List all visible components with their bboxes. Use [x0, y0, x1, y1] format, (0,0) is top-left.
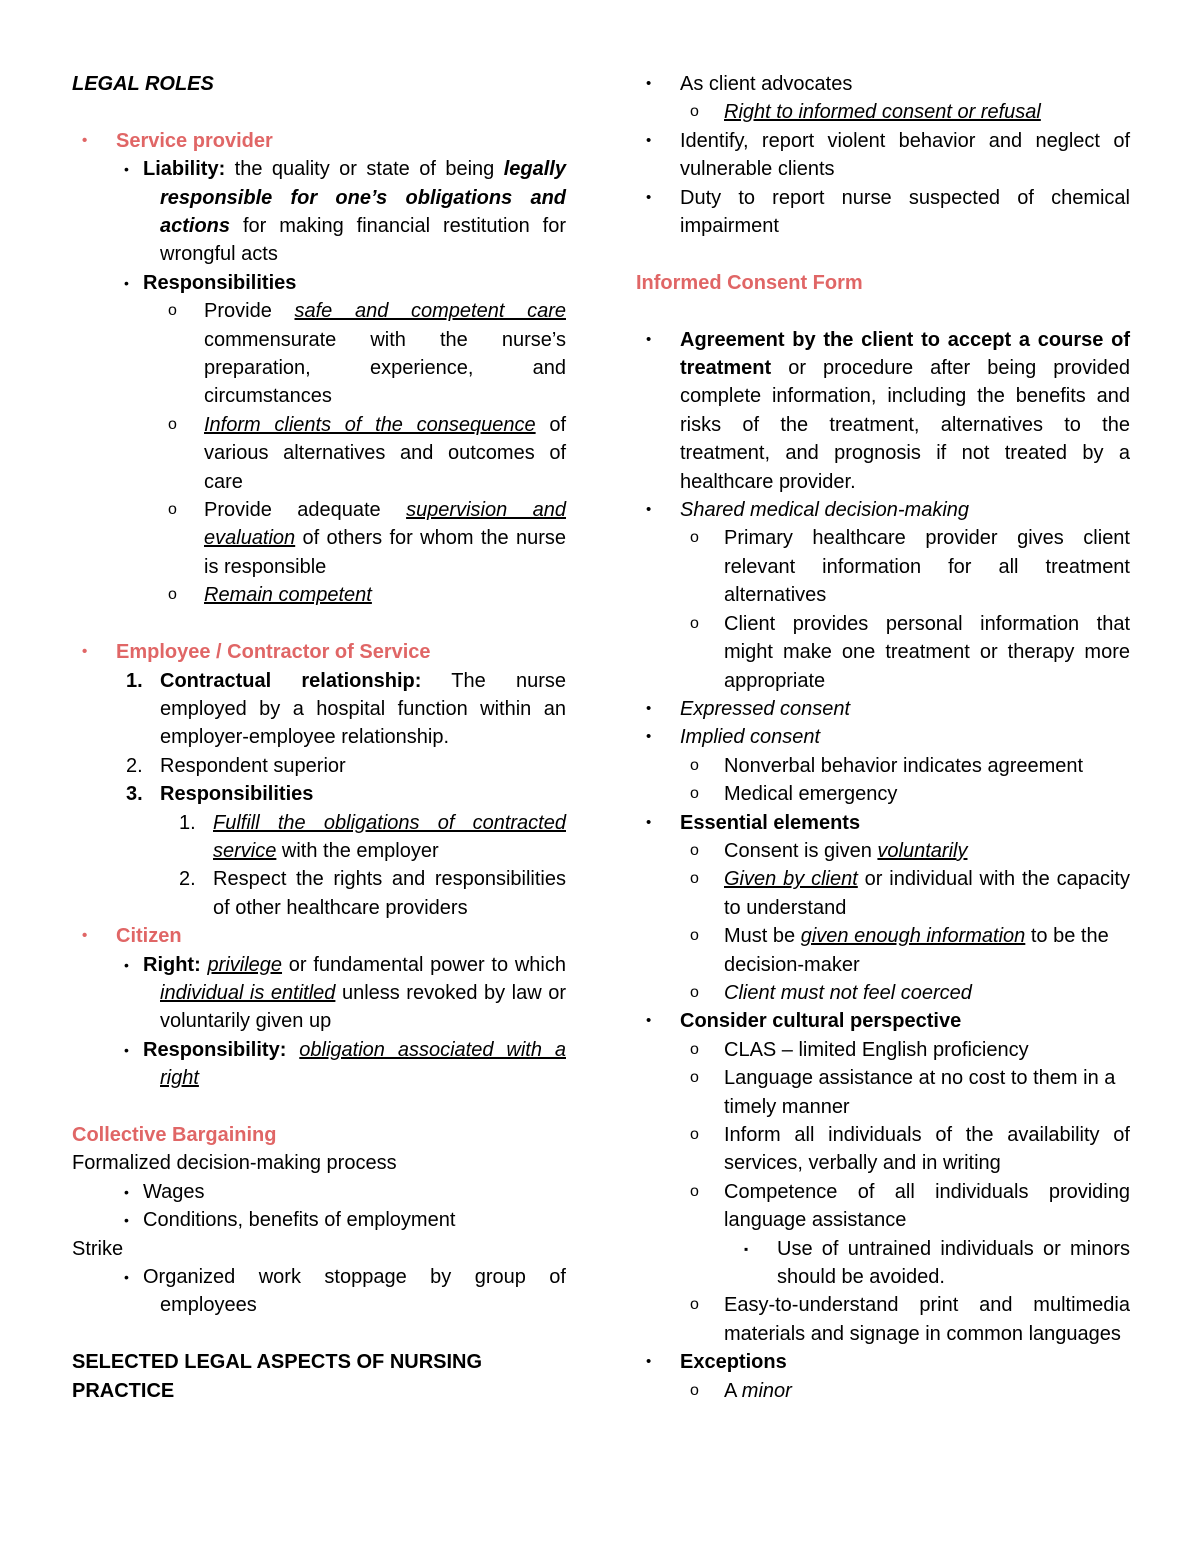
bullet-item: • Agreement by the client to accept a course of treatment or procedure after being provided complete information, including the benefits and risks of the treatment, alternatives to the treatment, and prognosis if not treated by a healthcare provider.	[646, 328, 1130, 493]
collective-intro: Formalized decision-making process	[72, 1152, 397, 1175]
sub-item: o Easy-to-understand print and multimedia materials and signage in common languages	[690, 1294, 1130, 1345]
sub-item: o Consent is given voluntarily	[690, 839, 968, 862]
bullet-item: • Implied consent	[646, 726, 821, 749]
sub-item: o Primary healthcare provider gives client relevant information for all treatment alternatives	[690, 527, 1130, 607]
responsibility-item: o Provide adequate supervision and evaluation of others for whom the nurse is responsible	[168, 499, 567, 578]
sub-item: o Client provides personal information that might make one treatment or therapy more appropriate	[690, 612, 1130, 692]
sub-item: o CLAS – limited English proficiency	[690, 1038, 1029, 1061]
sub-item: o Must be given enough information to be the decision-maker	[690, 925, 1109, 976]
citizen-heading: • Citizen	[82, 925, 182, 948]
sub-item: o Nonverbal behavior indicates agreement	[690, 754, 1084, 777]
sub-item: o Competence of all individuals providing language assistance	[690, 1180, 1130, 1232]
collective-item: • Conditions, benefits of employment	[124, 1209, 456, 1232]
responsibility-item: o Inform clients of the consequence of various alternatives and outcomes of care	[168, 413, 566, 493]
sub-item: o Language assistance at no cost to them in a timely manner	[690, 1067, 1116, 1118]
bullet-item: • As client advocates	[646, 73, 853, 95]
service-provider-heading: • Service provider	[82, 129, 273, 152]
sub-item: o Medical emergency	[690, 783, 898, 806]
sub-item: o A minor	[690, 1379, 792, 1402]
bullet-item: • Consider cultural perspective	[646, 1010, 962, 1033]
responsibility-item: o Provide safe and competent care commensurate with the nurse’s preparation, experience, and circumstances	[168, 300, 566, 408]
responsibilities-label: • Responsibilities	[124, 271, 297, 294]
sub-numbered-item: 1. Fulfill the obligations of contracted service with the employer	[179, 811, 566, 862]
employee-heading: • Employee / Contractor of Service	[82, 641, 431, 664]
liability-item: • Liability: the quality or state of being legally responsible for one’s obligations and actions for making financial restitution for wrongful acts	[124, 158, 566, 266]
selected-legal-aspects-heading: SELECTED LEGAL ASPECTS OF NURSING PRACTICE	[72, 1351, 483, 1402]
bullet-item: • Essential elements	[646, 811, 861, 834]
collective-item: • Wages	[124, 1180, 205, 1203]
bullet-item: • Duty to report nurse suspected of chemical impairment	[646, 186, 1130, 238]
left-column	[72, 70, 566, 1405]
numbered-item: 2. Respondent superior	[126, 754, 346, 777]
numbered-item: 1. Contractual relationship: The nurse employed by a hospital function within an employer-employee relationship.	[126, 669, 566, 749]
informed-consent-heading: Informed Consent Form	[636, 271, 863, 294]
collective-heading: Collective Bargaining	[72, 1123, 277, 1146]
page-title: LEGAL ROLES	[72, 73, 214, 95]
sub-sub-item: ▪ Use of untrained individuals or minors should be avoided.	[744, 1237, 1130, 1289]
bullet-item: • Exceptions	[646, 1351, 787, 1374]
bullet-item: • Expressed consent	[646, 697, 851, 720]
sub-item: o Client must not feel coerced	[690, 981, 972, 1004]
strike-label: Strike	[72, 1237, 124, 1260]
sub-item: o Given by client or individual with the capacity to understand	[690, 868, 1130, 919]
bullet-item: • Shared medical decision-making	[646, 499, 970, 522]
bullet-item: • Identify, report violent behavior and neglect of vulnerable clients	[646, 129, 1130, 181]
right-column	[636, 70, 1130, 1405]
citizen-responsibility: • Responsibility: obligation associated with a right	[124, 1038, 566, 1090]
citizen-right: • Right: privilege or fundamental power to which individual is entitled unless revoked by law or voluntarily given up	[124, 953, 566, 1033]
strike-item: • Organized work stoppage by group of employees	[124, 1266, 566, 1317]
sub-numbered-item: 2. Respect the rights and responsibilities of other healthcare providers	[179, 868, 566, 919]
sub-item: o Right to informed consent or refusal	[690, 101, 1041, 124]
sub-item: o Inform all individuals of the availability of services, verbally and in writing	[690, 1124, 1130, 1175]
responsibility-item: o Remain competent	[168, 584, 372, 607]
numbered-item: 3. Responsibilities	[126, 783, 314, 806]
